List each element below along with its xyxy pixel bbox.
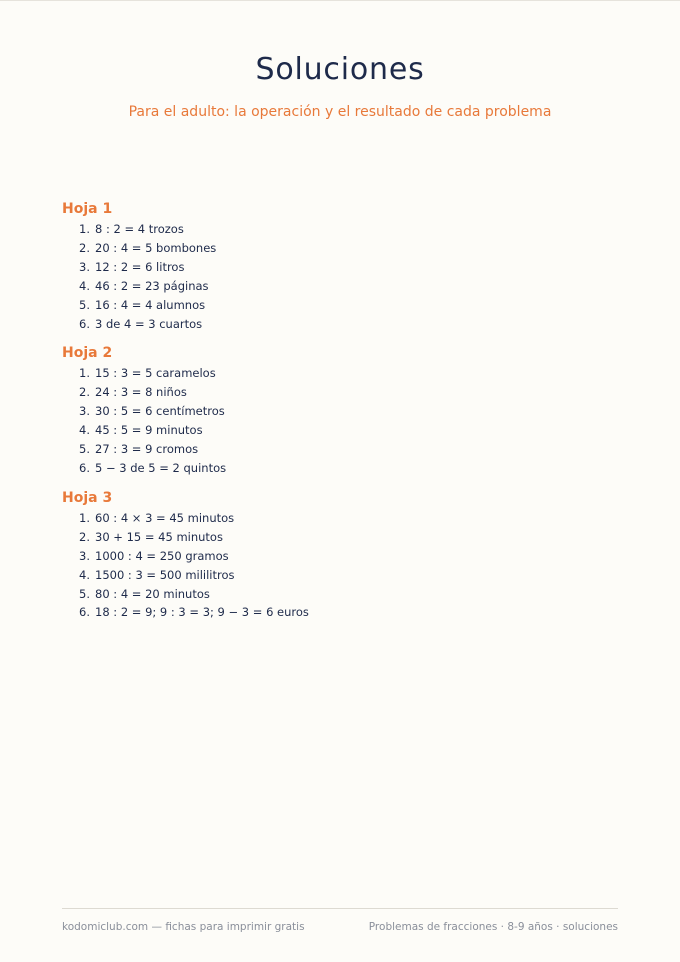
answer-item xyxy=(79,421,622,440)
answer-number: 5. xyxy=(79,297,90,312)
answer-text: 1000 : 4 = 250 gramos xyxy=(95,548,229,563)
footer-divider xyxy=(62,908,618,909)
answer-number: 1. xyxy=(79,366,90,381)
answer-text: 46 : 2 = 23 páginas xyxy=(95,278,209,293)
answer-text: 27 : 3 = 9 cromos xyxy=(95,442,199,457)
answer-text: 8 : 2 = 4 trozos xyxy=(95,222,184,236)
answer-number: 6. xyxy=(79,460,90,475)
footer-worksheet-info: Problemas de fracciones · 8-9 años · soluciones xyxy=(368,921,618,933)
answer-text: 30 : 5 = 6 centímetros xyxy=(95,404,225,419)
answer-item xyxy=(79,603,622,622)
answer-item xyxy=(79,239,622,258)
section-hoja-2 xyxy=(62,342,622,477)
answer-item xyxy=(79,402,622,421)
page-subtitle: Para el adulto: la operación y el resultado de cada problema xyxy=(128,104,552,120)
answer-text: 1500 : 3 = 500 mililitros xyxy=(95,567,235,582)
footer-site-text: kodomiclub.com — fichas para imprimir gratis xyxy=(62,921,305,933)
section-heading: Hoja 2 xyxy=(62,345,113,362)
answer-text: 80 : 4 = 20 minutos xyxy=(95,586,210,601)
section-heading: Hoja 1 xyxy=(62,201,113,217)
answer-text: 30 + 15 = 45 minutos xyxy=(95,529,223,544)
answer-text: 12 : 2 = 6 litros xyxy=(95,259,185,274)
answer-number: 3. xyxy=(79,404,90,419)
answer-text: 45 : 5 = 9 minutos xyxy=(95,423,203,438)
solutions-sections xyxy=(62,198,622,631)
answer-number: 3. xyxy=(79,548,90,563)
answer-item xyxy=(79,277,622,296)
answer-item xyxy=(79,528,622,547)
page-title: Soluciones xyxy=(255,52,425,87)
answer-number: 2. xyxy=(79,529,90,544)
answer-text: 16 : 4 = 4 alumnos xyxy=(95,297,206,312)
answer-item xyxy=(79,585,622,604)
answer-number: 3. xyxy=(79,259,90,274)
answer-number: 4. xyxy=(79,278,90,293)
answer-number: 4. xyxy=(79,423,90,438)
answer-list xyxy=(62,220,622,333)
answer-number: 5. xyxy=(79,586,90,601)
answer-item xyxy=(79,296,622,315)
answer-number: 4. xyxy=(79,567,90,582)
answer-item xyxy=(79,383,622,402)
answer-text: 18 : 2 = 9; 9 : 3 = 3; 9 − 3 = 6 euros xyxy=(95,605,309,620)
answer-item xyxy=(79,220,622,239)
section-heading: Hoja 3 xyxy=(62,489,113,506)
answer-text: 24 : 3 = 8 niños xyxy=(95,385,187,400)
answer-text: 5 − 3 de 5 = 2 quintos xyxy=(95,460,227,475)
answer-number: 5. xyxy=(79,442,90,457)
section-hoja-3 xyxy=(62,487,622,622)
answer-number: 2. xyxy=(79,240,90,255)
answer-list xyxy=(62,364,622,477)
answer-item xyxy=(79,547,622,566)
answer-number: 1. xyxy=(79,222,90,236)
answer-number: 1. xyxy=(79,510,90,525)
answer-list xyxy=(62,509,622,622)
answer-text: 3 de 4 = 3 cuartos xyxy=(95,316,203,331)
answer-item xyxy=(79,440,622,459)
answer-number: 6. xyxy=(79,316,90,331)
answer-item xyxy=(79,566,622,585)
answer-item xyxy=(79,459,622,478)
answer-text: 15 : 3 = 5 caramelos xyxy=(95,366,216,381)
answer-item xyxy=(79,364,622,383)
answer-item xyxy=(79,509,622,528)
top-border xyxy=(0,0,680,1)
answer-text: 20 : 4 = 5 bombones xyxy=(95,240,217,255)
section-hoja-1 xyxy=(62,198,622,333)
answer-item xyxy=(79,315,622,334)
answer-number: 2. xyxy=(79,385,90,400)
answer-text: 60 : 4 × 3 = 45 minutos xyxy=(95,510,235,525)
answer-item xyxy=(79,258,622,277)
answer-number: 6. xyxy=(79,605,90,620)
